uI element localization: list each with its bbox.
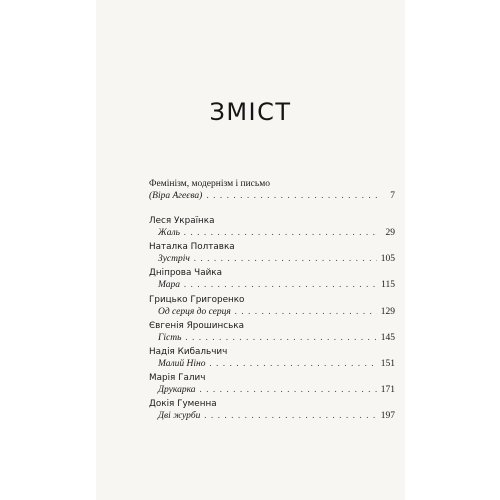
entry-work: Зустріч <box>158 254 190 265</box>
toc-entry <box>149 320 395 346</box>
dot-leader <box>194 253 377 265</box>
entry-page-number: 151 <box>380 358 395 369</box>
entry-author: Докія Гуменна <box>149 399 217 410</box>
toc-entry <box>149 241 395 267</box>
dot-leader <box>235 306 377 318</box>
dot-leader <box>200 384 377 396</box>
entry-work-row <box>149 332 395 344</box>
entry-author: Леся Українка <box>149 216 215 226</box>
entry-page-number: 105 <box>380 254 395 265</box>
entry-work: Од серця до серця <box>158 306 231 317</box>
entry-page-number: 129 <box>380 306 395 317</box>
entry-work-row <box>149 384 395 396</box>
toc-entry <box>149 398 395 424</box>
dot-leader <box>184 279 377 291</box>
toc-entry <box>149 267 395 293</box>
toc-entry <box>149 294 395 320</box>
entry-page-number: 171 <box>380 385 395 396</box>
dot-leader <box>206 190 377 202</box>
entry-author: Надія Кибальчич <box>149 346 228 357</box>
entry-author: Наталка Полтавка <box>149 242 235 253</box>
dot-leader <box>204 410 376 422</box>
entry-page-number: 115 <box>381 280 395 291</box>
entry-work: Гість <box>158 332 182 343</box>
page-title: ЗМІСТ <box>209 98 292 126</box>
intro-page-number: 7 <box>390 191 395 201</box>
toc-entries <box>149 215 395 425</box>
entry-author: Грицько Григоренко <box>149 294 245 305</box>
dot-leader <box>210 358 377 370</box>
entry-page-number: 145 <box>380 332 395 343</box>
entry-work: Жаль <box>158 228 180 238</box>
intro-author: (Віра Агеєва) <box>149 191 203 201</box>
book-page <box>96 0 405 500</box>
entry-page-number: 29 <box>385 228 395 238</box>
entry-work: Дві журби <box>158 411 201 422</box>
entry-author: Євгенія Ярошинська <box>149 320 244 331</box>
entry-work-row <box>149 279 395 291</box>
entry-work: Малий Ніно <box>158 358 206 369</box>
entry-work: Друкарка <box>158 385 196 396</box>
entry-work: Мара <box>158 280 181 291</box>
toc-entry <box>149 215 395 241</box>
dot-leader <box>184 227 377 239</box>
entry-work-row <box>149 253 395 265</box>
dot-leader <box>185 332 376 344</box>
toc-entry <box>149 372 395 398</box>
entry-work-row <box>149 358 395 370</box>
entry-work-row <box>149 306 395 318</box>
toc-entry <box>149 346 395 372</box>
entry-author: Марія Галич <box>149 373 206 384</box>
entry-page-number: 197 <box>380 411 395 422</box>
intro-page-row <box>149 190 395 202</box>
entry-work-row <box>149 410 395 422</box>
intro-title: Фемінізм, модернізм і письмо <box>149 179 270 189</box>
entry-author: Дніпрова Чайка <box>149 268 222 279</box>
toc-intro-entry <box>149 178 395 202</box>
entry-work-row <box>149 227 395 239</box>
